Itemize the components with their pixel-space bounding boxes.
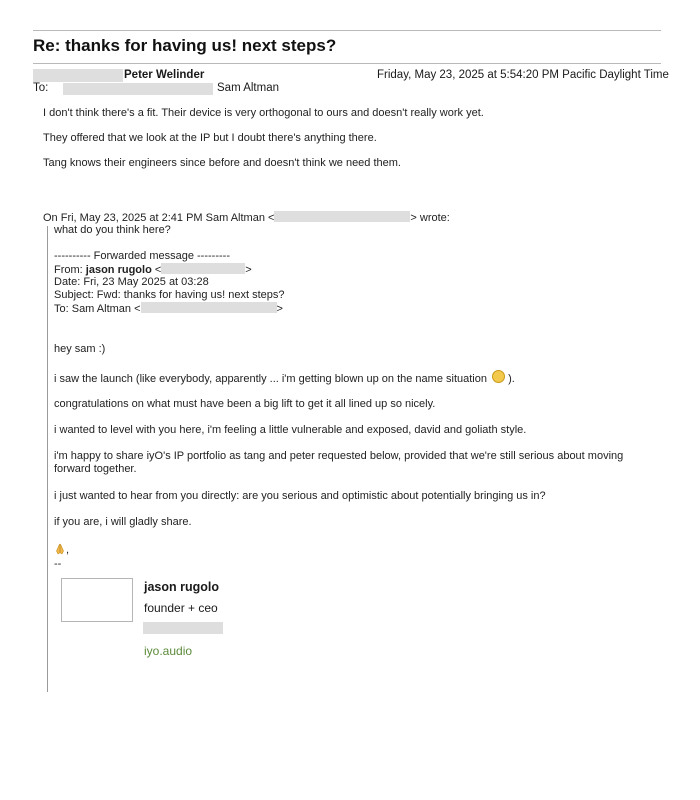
signature-website-link[interactable]: iyo.audio: [144, 644, 193, 658]
quote-attribution: [43, 211, 450, 225]
sweat-smile-emoji-icon: [492, 370, 505, 383]
redacted-email: [141, 302, 277, 313]
forwarded-date: Date: Fri, 23 May 2025 at 03:28: [54, 276, 209, 288]
recipient-name: Sam Altman: [217, 82, 279, 94]
redacted-sender-email: [33, 69, 123, 82]
signature-separator: --: [54, 558, 62, 570]
quote-bar: [47, 226, 48, 692]
paragraph-serious: i just wanted to hear from you directly: are you serious and optimistic about potentially bringing us in?: [54, 490, 546, 502]
attribution-wrote: > wrote:: [410, 212, 450, 224]
forwarded-sender-name: jason rugolo: [85, 264, 152, 276]
signature-title: founder + ceo: [144, 601, 218, 615]
redacted-signature-contact: [143, 622, 223, 634]
reply-paragraph: I don't think there's a fit. Their device is very orthogonal to ours and doesn't really work yet.: [43, 107, 484, 119]
forwarded-separator: ---------- Forwarded message ---------: [54, 250, 230, 262]
pray-emoji-icon: [54, 543, 66, 555]
gt: >: [245, 264, 252, 276]
from-label: From:: [54, 264, 83, 276]
to-label: To:: [33, 82, 49, 94]
quoted-question: what do you think here?: [54, 224, 171, 236]
redacted-email: [161, 263, 245, 274]
redacted-email: [274, 211, 410, 222]
sent-date: Friday, May 23, 2025 at 5:54:20 PM Pacific Daylight Time: [377, 69, 669, 81]
sender-name: Peter Welinder: [124, 69, 205, 81]
forwarded-subject: Subject: Fwd: thanks for having us! next steps?: [54, 289, 285, 301]
email-subject: Re: thanks for having us! next steps?: [33, 36, 337, 55]
top-rule: [33, 30, 661, 31]
signature-logo: [61, 578, 133, 622]
reply-paragraph: Tang knows their engineers since before and doesn't think we need them.: [43, 157, 401, 169]
paragraph-congrats: congratulations on what must have been a big lift to get it all lined up so nicely.: [54, 398, 436, 410]
paragraph-level: i wanted to level with you here, i'm feeling a little vulnerable and exposed, david and goliath style.: [54, 424, 527, 436]
redacted-recipient-email: [63, 83, 213, 95]
attribution-text: On Fri, May 23, 2025 at 2:41 PM Sam Altman <: [43, 212, 275, 224]
forwarded-from: [54, 263, 252, 277]
gt: >: [276, 303, 283, 315]
reply-paragraph: They offered that we look at the IP but I doubt there's anything there.: [43, 132, 377, 144]
lt: <: [154, 264, 162, 276]
signoff: [54, 543, 69, 557]
greeting: hey sam :): [54, 343, 106, 355]
paragraph-ip: i'm happy to share iyO's IP portfolio as tang and peter requested below, provided that we're still serious about moving forward together.: [54, 450, 624, 475]
forwarded-to: [54, 302, 283, 316]
paragraph-end: ).: [508, 373, 515, 385]
signature-name: jason rugolo: [144, 580, 219, 594]
paragraph-launch: [54, 370, 515, 386]
to-line: To: Sam Altman <: [54, 303, 141, 315]
subject-rule: [33, 63, 661, 64]
paragraph-text: i saw the launch (like everybody, apparently ... i'm getting blown up on the name situation: [54, 373, 487, 385]
paragraph-share: if you are, i will gladly share.: [54, 516, 192, 528]
signoff-comma: ,: [66, 544, 70, 556]
